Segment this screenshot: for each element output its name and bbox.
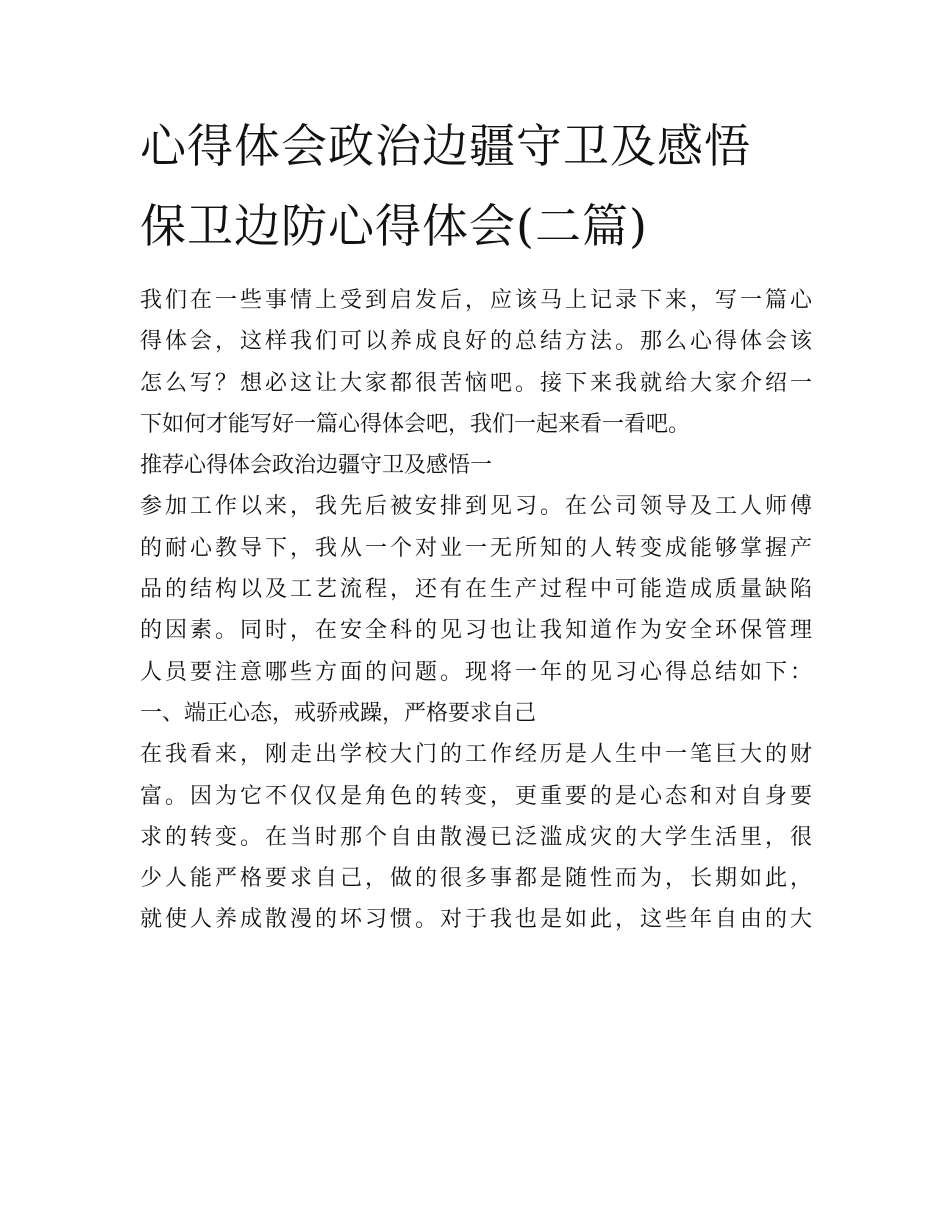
- body-line: 我们在一些事情上受到启发后，应该马上记录下来，写一篇心: [140, 288, 812, 313]
- body-line: 富。因为它不仅仅是角色的转变，更重要的是心态和对自身要: [140, 783, 812, 809]
- body-line: 下如何才能写好一篇心得体会吧，我们一起来看一看吧。: [140, 411, 691, 437]
- body-line: 的因素。同时，在安全科的见习也让我知道作为安全环保管理: [140, 618, 812, 644]
- section-heading: 推荐心得体会政治边疆守卫及感悟一: [140, 453, 493, 479]
- title-line-1: 心得体会政治边疆守卫及感悟: [140, 119, 751, 173]
- body-line: 就使人养成散漫的坏习惯。对于我也是如此，这些年自由的大: [140, 907, 812, 933]
- title-line-2: 保卫边防心得体会(二篇): [140, 199, 648, 253]
- body-line: 得体会，这样我们可以养成良好的总结方法。那么心得体会该: [140, 329, 812, 355]
- body-line: 的耐心教导下，我从一个对业一无所知的人转变成能够掌握产: [140, 535, 812, 561]
- body-line: 参加工作以来，我先后被安排到见习。在公司领导及工人师傅: [140, 494, 812, 520]
- body-line: 品的结构以及工艺流程，还有在生产过程中可能造成质量缺陷: [140, 577, 812, 603]
- document-title: [140, 106, 830, 266]
- body-line: 少人能严格要求自己，做的很多事都是随性而为，长期如此，: [140, 866, 812, 892]
- body-line: 求的转变。在当时那个自由散漫已泛滥成灾的大学生活里，很: [140, 824, 812, 850]
- body-line: 在我看来，刚走出学校大门的工作经历是人生中一笔巨大的财: [140, 742, 812, 768]
- document-body: [140, 280, 812, 941]
- body-line: 怎么写？想必这让大家都很苦恼吧。接下来我就给大家介绍一: [140, 370, 812, 396]
- body-line: 人员要注意哪些方面的问题。现将一年的见习心得总结如下：: [140, 659, 812, 685]
- section-heading: 一、端正心态，戒骄戒躁，严格要求自己: [140, 700, 537, 726]
